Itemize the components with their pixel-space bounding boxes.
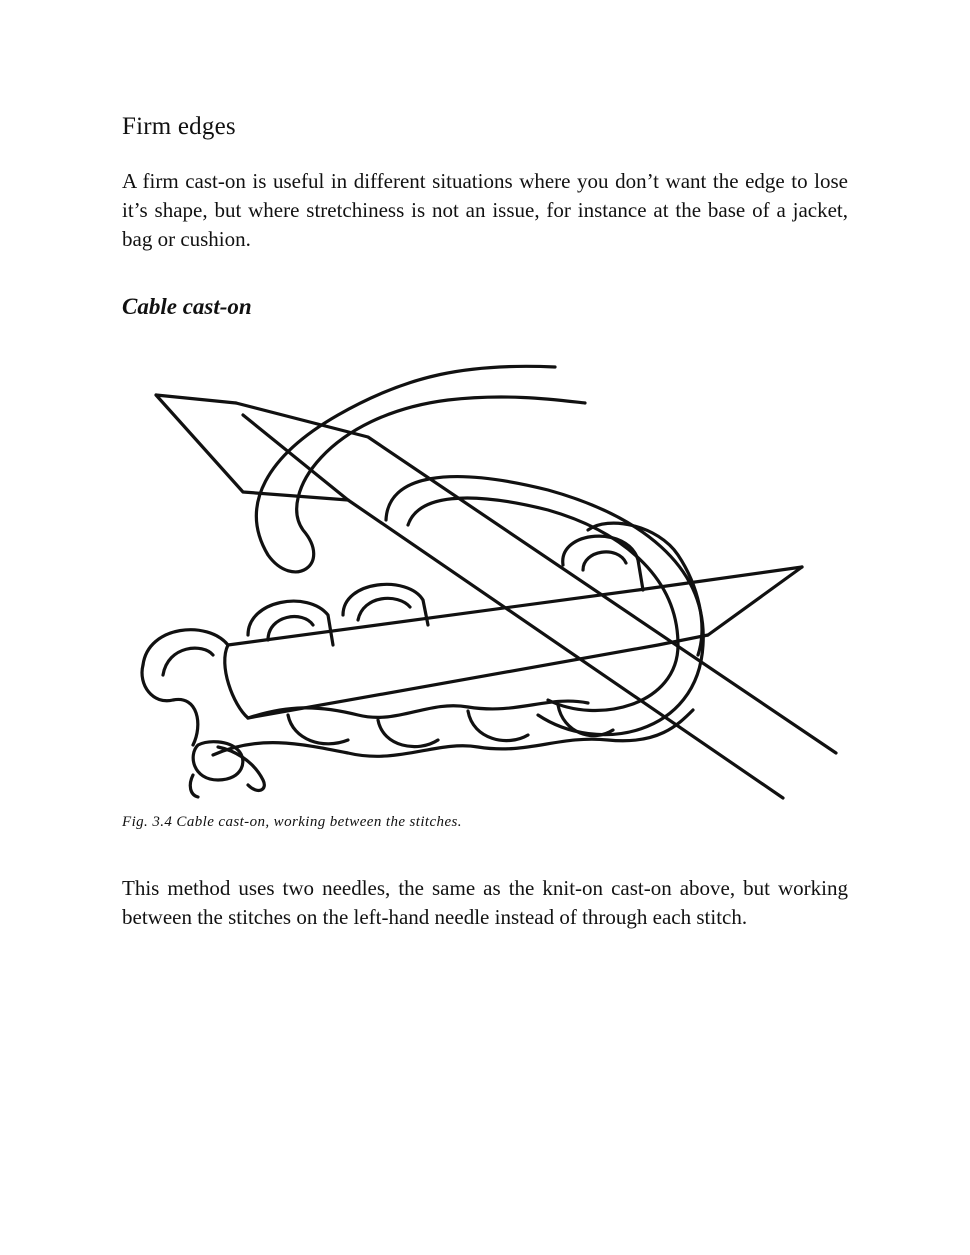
right-needle-body-lower xyxy=(248,635,708,718)
yarn-back-loop xyxy=(386,477,703,735)
method-description: This method uses two needles, the same as the knit-on cast-on above, but working between the stitches on the left-hand needle instead of through each stitch. xyxy=(122,876,848,929)
section-heading: Firm edges xyxy=(122,113,236,140)
slip-knot-tail xyxy=(190,775,198,797)
stitch-loop-4-inner xyxy=(583,552,626,570)
intro-paragraph: A firm cast-on is useful in different situations where you don’t want the edge to lose it’s shape, but where stretchiness is not an issue, for instance at the base of a jacket, bag or cushion. xyxy=(122,169,848,251)
yarn-tail-top xyxy=(256,366,585,572)
knitting-needles-drawing xyxy=(118,355,848,805)
stitch-loop-3-inner xyxy=(358,598,410,620)
stitch-loop-4 xyxy=(563,536,643,590)
cable-cast-on-illustration xyxy=(118,355,848,805)
stitch-loop-1 xyxy=(143,630,228,665)
stitch-loop-1-inner xyxy=(163,648,213,675)
left-needle-tip xyxy=(156,395,348,500)
figure-caption: Fig. 3.4 Cable cast-on, working between the stitches. xyxy=(122,814,462,830)
left-needle-body xyxy=(236,403,836,753)
stitch-loop-1-tail xyxy=(142,665,198,745)
stitch-loop-2 xyxy=(248,601,333,645)
right-needle-end xyxy=(225,645,248,718)
method-subheading: Cable cast-on xyxy=(122,294,252,319)
